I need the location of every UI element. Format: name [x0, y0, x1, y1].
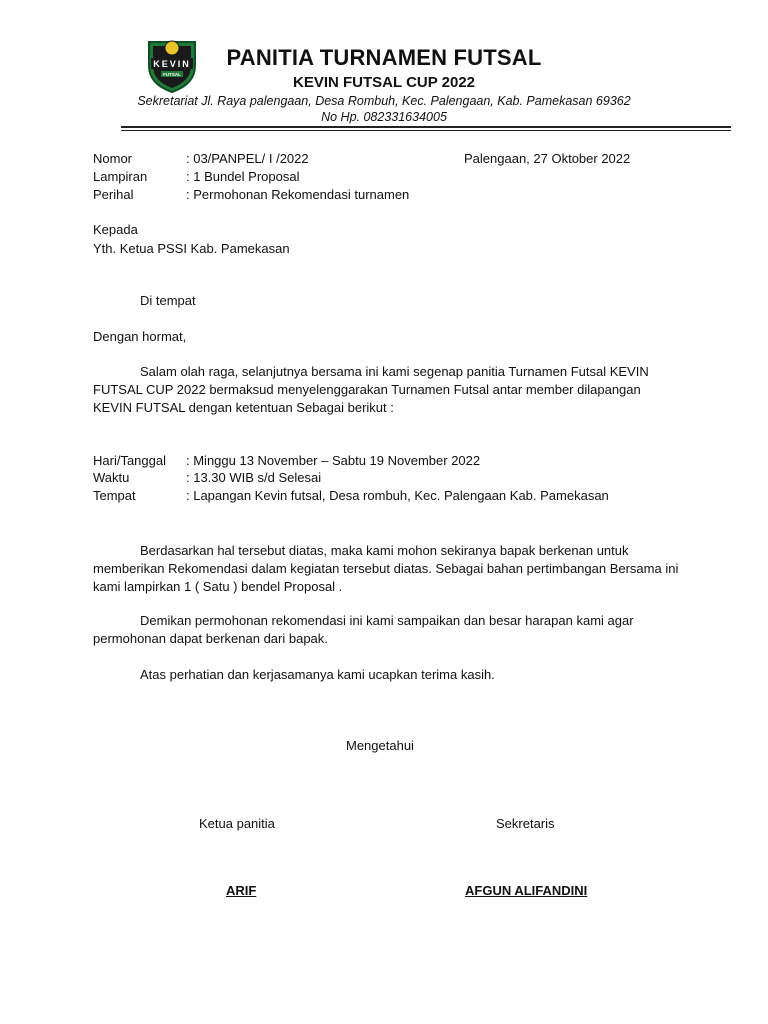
- place-date: Palengaan, 27 Oktober 2022: [464, 151, 631, 166]
- letterhead-subtitle: KEVIN FUTSAL CUP 2022: [293, 74, 475, 91]
- letterhead-phone: No Hp. 082331634005: [321, 110, 447, 124]
- nomor-value: : 03/PANPEL/ I /2022: [186, 151, 309, 166]
- sekretaris-signature-name: AFGUN ALIFANDINI: [465, 883, 588, 898]
- tempat-label: Tempat: [93, 488, 136, 503]
- kevin-futsal-logo: [145, 36, 199, 94]
- mengetahui-label: Mengetahui: [346, 738, 414, 753]
- nomor-label: Nomor: [93, 151, 133, 166]
- waktu-label: Waktu: [93, 470, 130, 485]
- hari-value: : Minggu 13 November – Sabtu 19 November 2022: [186, 453, 481, 468]
- greeting: Dengan hormat,: [93, 329, 187, 344]
- kepada-label: Kepada: [93, 222, 138, 237]
- recipient-place: Di tempat: [140, 293, 196, 308]
- letterhead-title: PANITIA TURNAMEN FUTSAL: [226, 45, 542, 70]
- tempat-value: : Lapangan Kevin futsal, Desa rombuh, Kec. Palengaan Kab. Pamekasan: [186, 488, 609, 503]
- recipient-name: Yth. Ketua PSSI Kab. Pamekasan: [93, 241, 290, 256]
- closing-line: Atas perhatian dan kerjasamanya kami ucapkan terima kasih.: [140, 667, 495, 682]
- ketua-role: Ketua panitia: [199, 816, 275, 831]
- perihal-value: : Permohonan Rekomendasi turnamen: [186, 187, 410, 202]
- ketua-signature-name: ARIF: [226, 883, 257, 898]
- intro-paragraph: Salam olah raga, selanjutnya bersama ini kami segenap panitia Turnamen Futsal KEVIN FUTSAL CUP 2022 bermaksud menyelenggarakan Turnamen Futsal antar member dilapangan KEVIN FUTSAL dengan ketentuan Sebagai berikut :: [93, 364, 649, 415]
- hari-label: Hari/Tanggal: [93, 453, 166, 468]
- letterhead-address: Sekretariat Jl. Raya palengaan, Desa Rombuh, Kec. Palengaan, Kab. Pamekasan 69362: [137, 94, 631, 108]
- header-rule: [121, 126, 731, 128]
- lampiran-value: : 1 Bundel Proposal: [186, 169, 300, 184]
- waktu-value: : 13.30 WIB s/d Selesai: [186, 470, 322, 485]
- sekretaris-role: Sekretaris: [496, 816, 555, 831]
- paragraph-3: Demikan permohonan rekomendasi ini kami sampaikan dan besar harapan kami agar permohonan dapat berkenan dari bapak.: [93, 613, 634, 646]
- lampiran-label: Lampiran: [93, 169, 148, 184]
- perihal-label: Perihal: [93, 187, 134, 202]
- logo-text: KEVIN: [153, 59, 191, 69]
- paragraph-2: Berdasarkan hal tersebut diatas, maka kami mohon sekiranya bapak berkenan untuk memberikan Rekomendasi dalam kegiatan tersebut diatas. Sebagai bahan pertimbangan Bersama ini kami lampirkan 1 ( Satu ) bendel Proposal .: [93, 543, 679, 594]
- header-rule-thin: [121, 130, 731, 131]
- logo-subtext: FUTSAL: [163, 72, 181, 77]
